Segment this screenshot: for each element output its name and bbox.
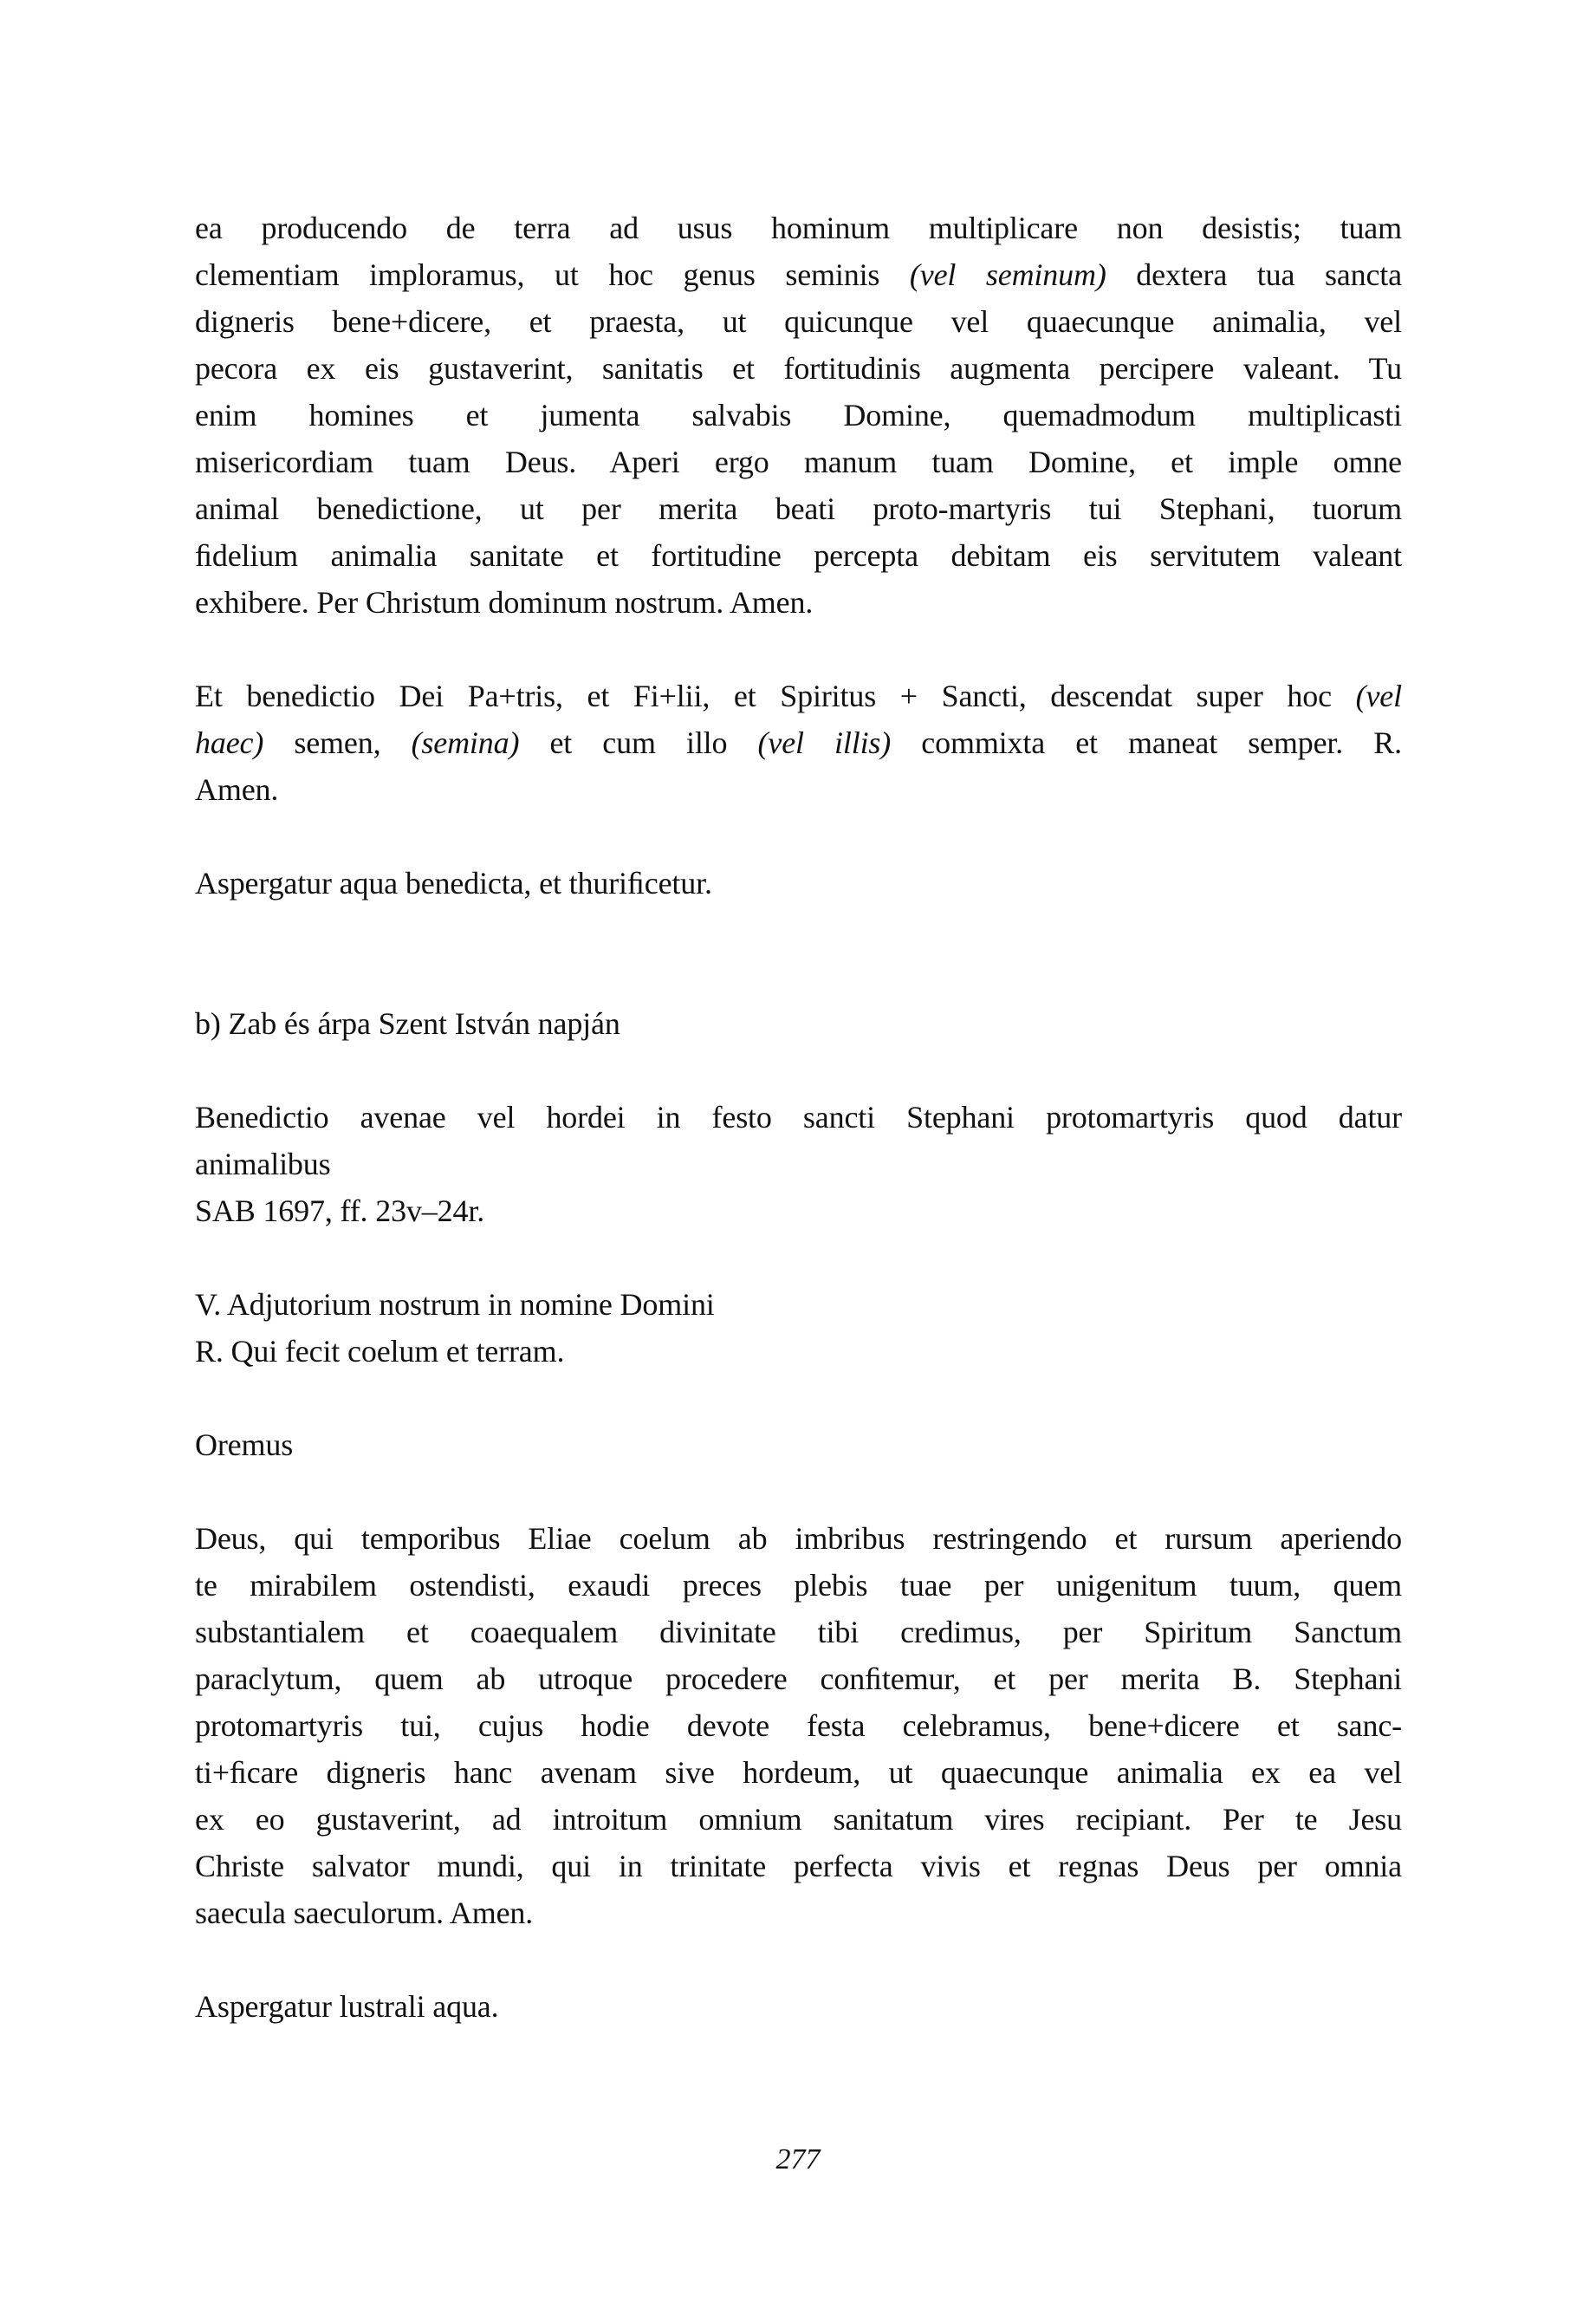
text-line: animal benedictione, ut per merita beati proto-martyris tui Stephani, tuorum	[195, 491, 1402, 526]
title-line: Benedictio avenae vel hordei in festo sancti Stephani protomartyris quod datur	[195, 1100, 1402, 1135]
text-segment: Et benedictio Dei Pa+tris, et Fi+lii, et Spiritus + Sancti, descendat super hoc	[195, 679, 1356, 713]
text-line: digneris bene+dicere, et praesta, ut quicunque vel quaecunque animalia, vel	[195, 304, 1402, 339]
text-line: protomartyris tui, cujus hodie devote festa celebramus, bene+dicere et sanc-	[195, 1708, 1402, 1743]
versicle-response	[195, 1281, 1402, 1375]
text-line: misericordiam tuam Deus. Aperi ergo manum tuam Domine, et imple omne	[195, 445, 1402, 479]
text-line: paraclytum, quem ab utroque procedere conﬁtemur, et per merita B. Stephani	[195, 1661, 1402, 1696]
paragraph-spacer	[195, 1936, 1402, 1983]
oremus-label: Oremus	[195, 1427, 294, 1462]
response: R. Qui fecit coelum et terram.	[195, 1334, 565, 1369]
versicle: V. Adjutorium nostrum in nomine Domini	[195, 1287, 715, 1322]
section-title-block	[195, 1094, 1402, 1234]
text-segment: clementiam imploramus, ut hoc genus seminis	[195, 257, 910, 292]
title-line: animalibus	[195, 1147, 331, 1181]
paragraph-spacer	[195, 1468, 1402, 1515]
section-spacer	[195, 953, 1402, 1000]
rubric-sprinkle: Aspergatur lustrali aqua.	[195, 1989, 499, 2024]
italic-note: (vel seminum)	[909, 257, 1106, 292]
text-line: ex eo gustaverint, ad introitum omnium sanitatum vires recipiant. Per te Jesu	[195, 1802, 1402, 1837]
text-line: ﬁdelium animalia sanitate et fortitudine percepta debitam eis servitutem valeant	[195, 538, 1402, 573]
page-number: 277	[775, 2143, 821, 2175]
text-segment: commixta et maneat semper. R.	[891, 725, 1402, 760]
paragraph-spacer	[195, 813, 1402, 860]
text-line: pecora ex eis gustaverint, sanitatis et fortitudinis augmenta percipere valeant. Tu	[195, 351, 1402, 386]
paragraph-spacer	[195, 626, 1402, 673]
text-line: enim homines et jumenta salvabis Domine, quemadmodum multiplicasti	[195, 398, 1402, 432]
prayer-paragraph	[195, 1515, 1402, 1936]
paragraph-spacer	[195, 1234, 1402, 1281]
text-line	[195, 719, 1402, 766]
text-line: Deus, qui temporibus Eliae coelum ab imbribus restringendo et rursum aperiendo	[195, 1521, 1402, 1556]
text-line: ea producendo de terra ad usus hominum multiplicare non desistis; tuam	[195, 211, 1402, 245]
italic-note: haec)	[195, 725, 264, 760]
text-column	[195, 205, 1402, 2030]
source-reference: SAB 1697, ff. 23v–24r.	[195, 1193, 485, 1228]
italic-note: (vel illis)	[757, 725, 892, 760]
section-heading: b) Zab és árpa Szent István napján	[195, 1006, 620, 1041]
italic-note: (vel	[1355, 679, 1402, 713]
text-line	[195, 673, 1402, 719]
text-line: ti+ﬁcare digneris hanc avenam sive hordeum, ut quaecunque animalia ex ea vel	[195, 1755, 1402, 1790]
text-line: Amen.	[195, 772, 279, 807]
blessing-paragraph-2	[195, 673, 1402, 813]
text-line: saecula saeculorum. Amen.	[195, 1896, 534, 1930]
blessing-paragraph-1	[195, 205, 1402, 626]
paragraph-spacer	[195, 1375, 1402, 1421]
text-segment: semen,	[263, 725, 412, 760]
text-line: substantialem et coaequalem divinitate tibi credimus, per Spiritum Sanctum	[195, 1615, 1402, 1649]
text-line: Christe salvator mundi, qui in trinitate perfecta vivis et regnas Deus per omnia	[195, 1849, 1402, 1883]
section-spacer	[195, 907, 1402, 953]
text-segment: dextera tua sancta	[1106, 257, 1402, 292]
text-line	[195, 251, 1402, 298]
text-line: te mirabilem ostendisti, exaudi preces plebis tuae per unigenitum tuum, quem	[195, 1568, 1402, 1603]
text-line: exhibere. Per Christum dominum nostrum. Amen.	[195, 585, 814, 620]
rubric-sprinkle-incense: Aspergatur aqua benedicta, et thuriﬁcetur.	[195, 866, 712, 901]
italic-note: (semina)	[411, 725, 520, 760]
paragraph-spacer	[195, 1047, 1402, 1094]
text-segment: et cum illo	[519, 725, 758, 760]
